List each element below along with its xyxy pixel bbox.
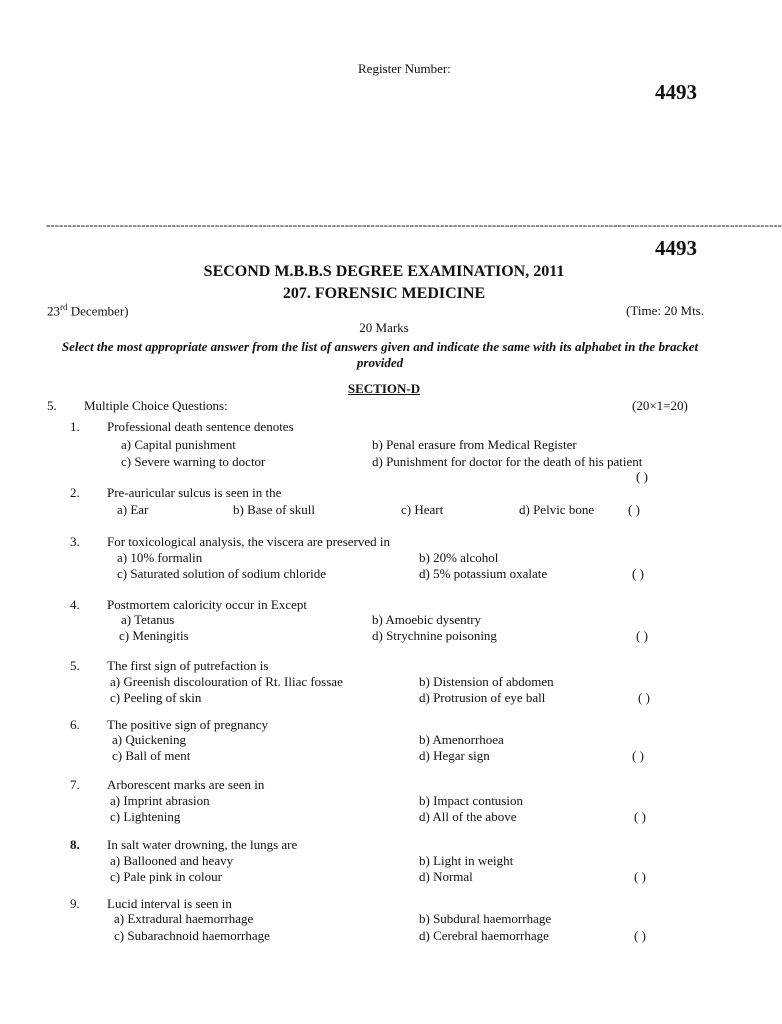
option-b: b) Amenorrhoea <box>419 732 504 747</box>
option-b: b) Light in weight <box>419 853 514 868</box>
option-b: b) Distension of abdomen <box>419 674 554 689</box>
question-number: 9. <box>70 896 80 911</box>
option-a: a) Greenish discolouration of Rt. Iliac fossae <box>110 674 343 689</box>
answer-bracket[interactable]: ( ) <box>628 502 640 517</box>
question-text: In salt water drowning, the lungs are <box>107 837 298 852</box>
answer-bracket[interactable]: ( ) <box>632 566 644 581</box>
option-d: d) 5% potassium oxalate <box>419 566 548 581</box>
question-text: Lucid interval is seen in <box>107 896 232 911</box>
exam-date: 23rd December) <box>47 302 129 319</box>
option-d: d) Protrusion of eye ball <box>419 690 546 705</box>
question-number: 6. <box>70 717 80 732</box>
option-b: b) 20% alcohol <box>419 550 499 565</box>
answer-bracket[interactable]: ( ) <box>638 690 650 705</box>
question-text: The positive sign of pregnancy <box>107 717 269 732</box>
question-number: 2. <box>70 485 80 500</box>
option-a: a) Ballooned and heavy <box>110 853 234 868</box>
option-c: c) Pale pink in colour <box>110 869 222 884</box>
option-c: c) Heart <box>401 502 444 517</box>
option-b: b) Amoebic dysentry <box>372 612 482 627</box>
exam-subject: 207. FORENSIC MEDICINE <box>282 285 486 302</box>
answer-bracket[interactable]: ( ) <box>634 869 646 884</box>
question-number: 8. <box>70 837 80 852</box>
question-number: 7. <box>70 777 80 792</box>
option-a: a) Imprint abrasion <box>110 793 210 808</box>
option-b: b) Impact contusion <box>419 793 523 808</box>
answer-bracket[interactable]: ( ) <box>636 469 648 484</box>
paper-code-repeat: 4493 <box>655 236 697 260</box>
option-c: c) Lightening <box>110 809 181 824</box>
option-a: a) Quickening <box>112 732 187 747</box>
exam-time: (Time: 20 Mts. <box>626 303 704 318</box>
question-number: 4. <box>70 597 80 612</box>
answer-bracket[interactable]: ( ) <box>632 748 644 763</box>
option-d: d) Pelvic bone <box>519 502 595 517</box>
option-a: a) Capital punishment <box>121 437 236 452</box>
question-number: 1. <box>70 419 80 434</box>
option-c: c) Subarachnoid haemorrhage <box>114 928 270 943</box>
option-a: a) 10% formalin <box>117 550 203 565</box>
section-heading: SECTION-D <box>347 381 421 396</box>
option-a: a) Tetanus <box>121 612 175 627</box>
question-text: Postmortem caloricity occur in Except <box>107 597 307 612</box>
answer-bracket[interactable]: ( ) <box>634 809 646 824</box>
option-b: b) Subdural haemorrhage <box>419 911 552 926</box>
option-c: c) Ball of ment <box>112 748 191 763</box>
instructions: Select the most appropriate answer from the list of answers given and indicate the same with its alphabet in the bracket provided <box>61 339 699 370</box>
exam-title: SECOND M.B.B.S DEGREE EXAMINATION, 2011 <box>203 263 565 280</box>
option-c: c) Meningitis <box>119 628 189 643</box>
answer-bracket[interactable]: ( ) <box>634 928 646 943</box>
option-b: b) Penal erasure from Medical Register <box>372 437 577 452</box>
paper-code: 4493 <box>655 80 697 104</box>
option-d: d) All of the above <box>419 809 517 824</box>
part-number: 5. <box>47 398 57 413</box>
question-text: Professional death sentence denotes <box>107 419 294 434</box>
question-text: For toxicological analysis, the viscera are preserved in <box>107 534 391 549</box>
question-number: 3. <box>70 534 80 549</box>
question-number: 5. <box>70 658 80 673</box>
option-c: c) Peeling of skin <box>110 690 202 705</box>
register-number-label: Register Number: <box>358 61 451 76</box>
option-d: d) Strychnine poisoning <box>372 628 497 643</box>
option-c: c) Saturated solution of sodium chloride <box>117 566 327 581</box>
separator-line: -------------------------------------------------------------------------------------------------------------------------------------------------------------------------- <box>46 217 782 232</box>
answer-bracket[interactable]: ( ) <box>636 628 648 643</box>
option-d: d) Hegar sign <box>419 748 490 763</box>
option-b: b) Base of skull <box>233 502 315 517</box>
question-text: The first sign of putrefaction is <box>107 658 269 673</box>
option-d: d) Punishment for doctor for the death of his patient <box>372 454 643 469</box>
option-d: d) Normal <box>419 869 473 884</box>
question-text: Pre-auricular sulcus is seen in the <box>107 485 282 500</box>
option-a: a) Ear <box>117 502 149 517</box>
exam-marks: 20 Marks <box>359 320 409 335</box>
option-d: d) Cerebral haemorrhage <box>419 928 549 943</box>
part-marks: (20×1=20) <box>632 398 688 413</box>
option-c: c) Severe warning to doctor <box>121 454 266 469</box>
part-title: Multiple Choice Questions: <box>84 398 228 413</box>
question-text: Arborescent marks are seen in <box>107 777 265 792</box>
option-a: a) Extradural haemorrhage <box>114 911 254 926</box>
